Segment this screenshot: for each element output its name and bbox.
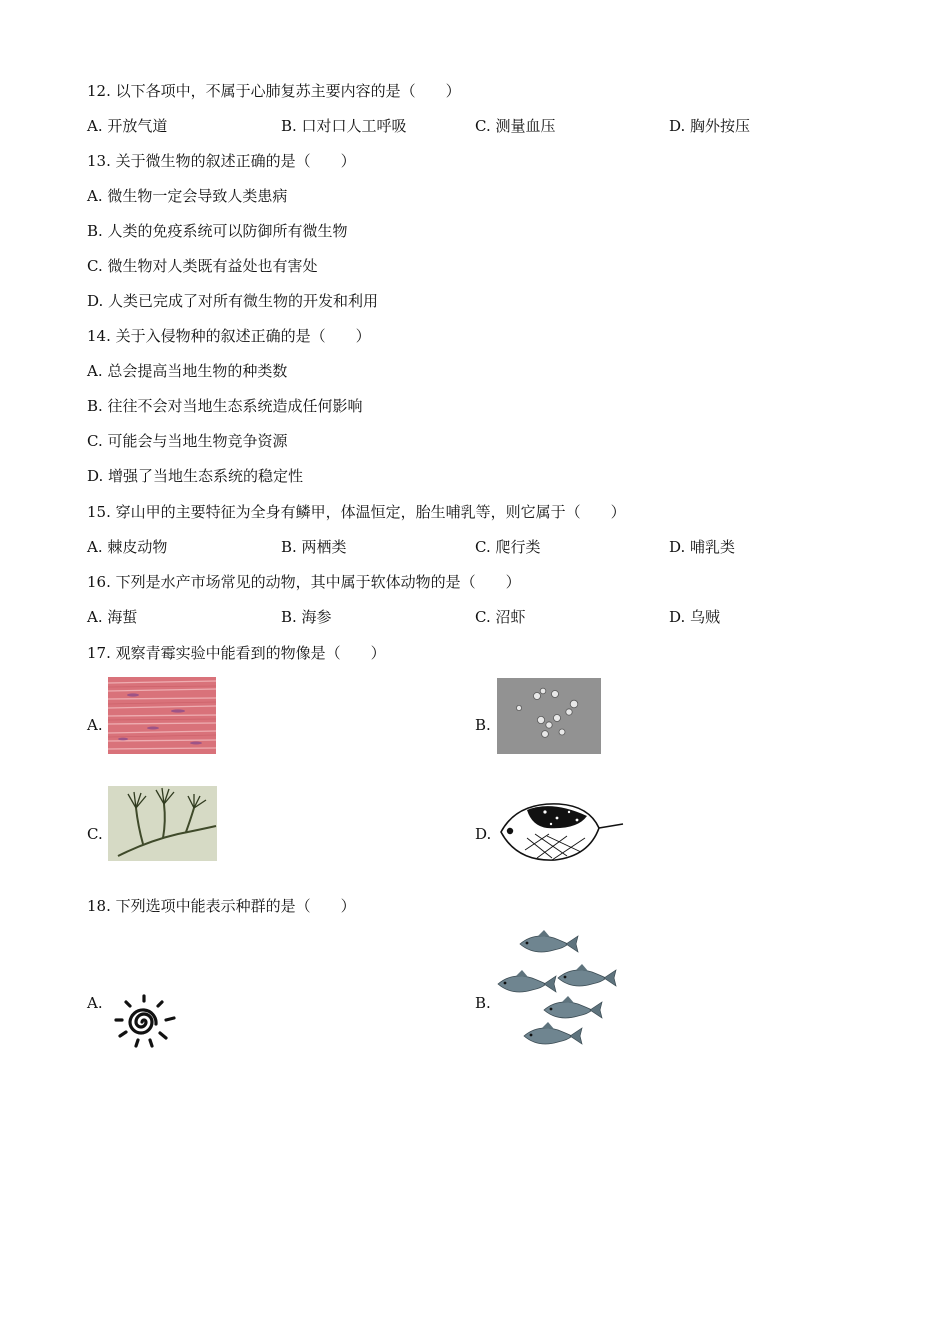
question-16-option-b[interactable]: B. 海参 [281,608,332,626]
question-17-option-b[interactable]: B. [475,716,491,734]
question-17-stem: 17. 观察青霉实验中能看到的物像是（ ） [87,644,386,662]
question-12-option-d[interactable]: D. 胸外按压 [669,117,751,135]
question-13-stem: 13. 关于微生物的叙述正确的是（ ） [87,152,356,170]
question-14-option-c[interactable]: C. 可能会与当地生物竞争资源 [87,432,288,450]
question-15-option-b[interactable]: B. 两栖类 [281,538,347,556]
question-12-option-c[interactable]: C. 测量血压 [475,117,556,135]
fish-drawing-image[interactable] [497,798,625,864]
question-12-stem: 12. 以下各项中，不属于心肺复苏主要内容的是（ ） [87,82,461,100]
question-18-option-b[interactable]: B. [475,994,491,1012]
question-12-option-a[interactable]: A. 开放气道 [87,117,168,135]
question-17-option-a[interactable]: A. [87,716,103,734]
question-14-option-a[interactable]: A. 总会提高当地生物的种类数 [87,362,288,380]
question-14-stem: 14. 关于入侵物种的叙述正确的是（ ） [87,327,371,345]
sun-symbol-image[interactable] [108,992,180,1054]
school-of-fish-image[interactable] [494,930,618,1054]
question-17-option-d[interactable]: D. [475,825,492,843]
question-15-stem: 15. 穿山甲的主要特征为全身有鳞甲，体温恒定，胎生哺乳等，则它属于（ ） [87,503,626,521]
question-16-option-c[interactable]: C. 沼虾 [475,608,526,626]
question-18-option-a[interactable]: A. [87,994,103,1012]
question-16-option-d[interactable]: D. 乌贼 [669,608,721,626]
question-14-option-b[interactable]: B. 往往不会对当地生态系统造成任何影响 [87,397,363,415]
question-13-option-a[interactable]: A. 微生物一定会导致人类患病 [87,187,288,205]
question-13-option-b[interactable]: B. 人类的免疫系统可以防御所有微生物 [87,222,348,240]
question-16-option-a[interactable]: A. 海蜇 [87,608,138,626]
question-17-option-c[interactable]: C. [87,825,103,843]
penicillium-image[interactable] [108,786,217,861]
question-15-option-c[interactable]: C. 爬行类 [475,538,541,556]
question-15-option-a[interactable]: A. 棘皮动物 [87,538,168,556]
question-14-option-d[interactable]: D. 增强了当地生态系统的稳定性 [87,467,304,485]
yeast-cells-image[interactable] [497,678,601,754]
question-18-stem: 18. 下列选项中能表示种群的是（ ） [87,897,356,915]
question-13-option-c[interactable]: C. 微生物对人类既有益处也有害处 [87,257,318,275]
question-12-option-b[interactable]: B. 口对口人工呼吸 [281,117,407,135]
question-16-stem: 16. 下列是水产市场常见的动物，其中属于软体动物的是（ ） [87,573,521,591]
muscle-tissue-image[interactable] [108,677,216,754]
question-15-option-d[interactable]: D. 哺乳类 [669,538,736,556]
question-13-option-d[interactable]: D. 人类已完成了对所有微生物的开发和利用 [87,292,379,310]
